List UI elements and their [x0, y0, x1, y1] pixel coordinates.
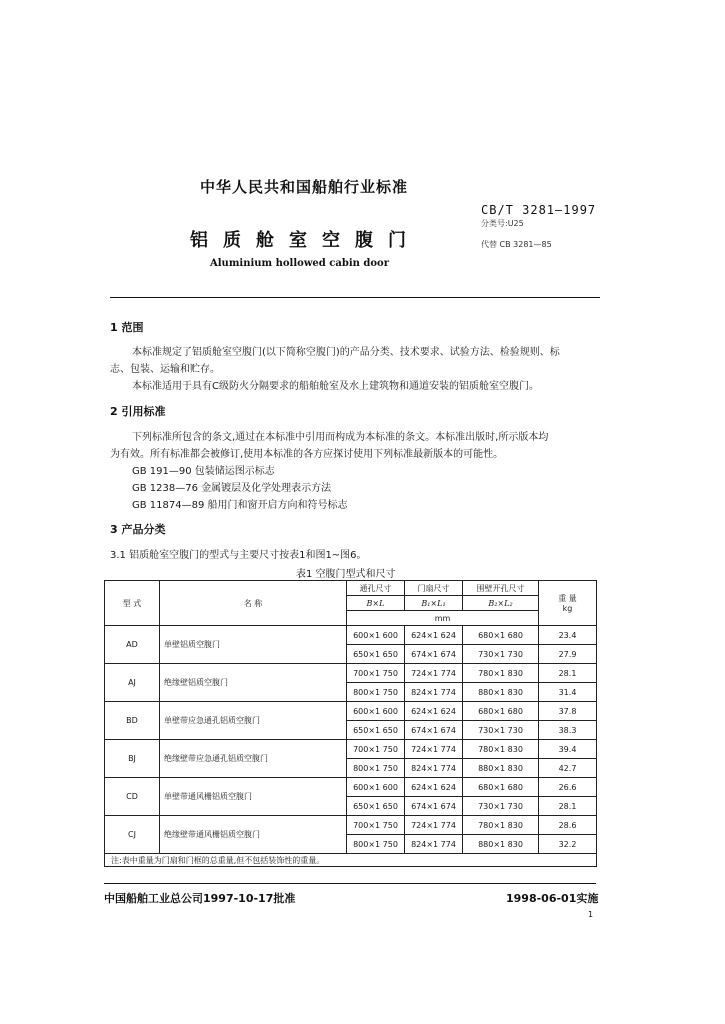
- cell-weight: 37.8: [539, 702, 597, 721]
- cell-weight: 28.1: [539, 797, 597, 816]
- cell-name: 单壁带通风栅铝质空腹门: [160, 778, 347, 816]
- standard-number: CB/T 3281—1997: [481, 203, 597, 217]
- table-row: [105, 664, 597, 683]
- table-header-row-1: [105, 581, 597, 596]
- footer-rule: [104, 883, 596, 884]
- cell-leaf: 824×1 774: [405, 759, 463, 778]
- cell-opening: 700×1 750: [347, 740, 405, 759]
- cell-type: CJ: [105, 816, 160, 854]
- table-row: [105, 626, 597, 645]
- cell-weight: 28.1: [539, 664, 597, 683]
- cell-bulkhead: 730×1 730: [463, 721, 539, 740]
- classification-number: 分类号:U25: [481, 219, 524, 228]
- spec-table: [104, 580, 597, 867]
- cell-opening: 600×1 600: [347, 626, 405, 645]
- cell-bulkhead: 680×1 680: [463, 626, 539, 645]
- cell-name: 绝缘壁带通风栅铝质空腹门: [160, 816, 347, 854]
- table-row: [105, 702, 597, 721]
- cell-opening: 650×1 650: [347, 797, 405, 816]
- cell-weight: 28.6: [539, 816, 597, 835]
- cell-bulkhead: 780×1 830: [463, 816, 539, 835]
- approval-line: 中国船舶工业总公司1997-10-17批准: [104, 892, 296, 905]
- section-1-para-2: 志、包装、运输和贮存。: [110, 364, 220, 375]
- header-unit-mm: mm: [347, 611, 539, 626]
- header-type: 型 式: [105, 581, 160, 626]
- cell-name: 绝缘壁带应急通孔铝质空腹门: [160, 740, 347, 778]
- cell-name: 单壁带应急通孔铝质空腹门: [160, 702, 347, 740]
- cell-leaf: 674×1 674: [405, 721, 463, 740]
- cell-weight: 39.4: [539, 740, 597, 759]
- header-rule: [110, 297, 600, 298]
- section-1-para-1: 本标准规定了铝质舱室空腹门(以下简称空腹门)的产品分类、技术要求、试验方法、检验规则、标: [132, 347, 560, 358]
- cell-opening: 800×1 750: [347, 759, 405, 778]
- cell-leaf: 724×1 774: [405, 664, 463, 683]
- cell-opening: 600×1 600: [347, 702, 405, 721]
- header-opening-symbol: B×L: [347, 596, 405, 611]
- cell-bulkhead: 880×1 830: [463, 683, 539, 702]
- reference-gb1238: GB 1238—76 金属镀层及化学处理表示方法: [132, 483, 332, 494]
- table-row: [105, 740, 597, 759]
- cell-opening: 600×1 600: [347, 778, 405, 797]
- cell-bulkhead: 780×1 830: [463, 664, 539, 683]
- cell-weight: 26.6: [539, 778, 597, 797]
- cell-leaf: 824×1 774: [405, 835, 463, 854]
- replaces-standard: 代替 CB 3281—85: [481, 240, 552, 249]
- cell-leaf: 724×1 774: [405, 816, 463, 835]
- header-weight-label: 重 量: [558, 594, 577, 603]
- cell-bulkhead: 680×1 680: [463, 778, 539, 797]
- table-body: [105, 626, 597, 854]
- cell-bulkhead: 730×1 730: [463, 797, 539, 816]
- header-leaf: 门扇尺寸: [405, 581, 463, 596]
- cell-weight: 31.4: [539, 683, 597, 702]
- cell-opening: 800×1 750: [347, 683, 405, 702]
- doc-title: 铝质舱室空腹门: [190, 230, 421, 251]
- cell-bulkhead: 730×1 730: [463, 645, 539, 664]
- section-1-para-3: 本标准适用于具有C级防火分隔要求的船舶舱室及水上建筑物和通道安装的铝质舱室空腹门。: [132, 381, 539, 392]
- table-row: [105, 778, 597, 797]
- cell-type: AJ: [105, 664, 160, 702]
- section-2-para-2: 为有效。所有标准都会被修订,使用本标准的各方应探讨使用下列标准最新版本的可能性。: [110, 449, 504, 460]
- table-note: 注:表中重量为门扇和门框的总重量,但不包括装饰性的重量。: [105, 854, 597, 867]
- cell-opening: 650×1 650: [347, 721, 405, 740]
- cell-type: BJ: [105, 740, 160, 778]
- header-weight-unit: kg: [562, 604, 573, 613]
- header-bulkhead-symbol: B₂×L₂: [463, 596, 539, 611]
- header-bulkhead: 围壁开孔尺寸: [463, 581, 539, 596]
- reference-gb11874: GB 11874—89 船用门和窗开启方向和符号标志: [132, 500, 348, 511]
- page-number: 1: [588, 910, 594, 919]
- cell-leaf: 674×1 674: [405, 797, 463, 816]
- section-3-heading: 3 产品分类: [110, 523, 166, 536]
- cell-name: 单壁铝质空腹门: [160, 626, 347, 664]
- english-title: Aluminium hollowed cabin door: [210, 258, 389, 269]
- cell-bulkhead: 880×1 830: [463, 835, 539, 854]
- table-caption: 表1 空腹门型式和尺寸: [296, 569, 396, 580]
- cell-weight: 23.4: [539, 626, 597, 645]
- table-note-row: [105, 854, 597, 867]
- cell-weight: 32.2: [539, 835, 597, 854]
- cell-opening: 700×1 750: [347, 664, 405, 683]
- header-opening: 通孔尺寸: [347, 581, 405, 596]
- cell-type: BD: [105, 702, 160, 740]
- header-weight: [539, 581, 597, 626]
- section-2-heading: 2 引用标准: [110, 405, 166, 418]
- cell-name: 绝缘壁铝质空腹门: [160, 664, 347, 702]
- cell-bulkhead: 880×1 830: [463, 759, 539, 778]
- table-row: [105, 816, 597, 835]
- section-1-heading: 1 范围: [110, 321, 144, 334]
- cell-leaf: 624×1 624: [405, 702, 463, 721]
- cell-opening: 700×1 750: [347, 816, 405, 835]
- cell-weight: 27.9: [539, 645, 597, 664]
- cell-type: CD: [105, 778, 160, 816]
- header-name: 名 称: [160, 581, 347, 626]
- cell-opening: 650×1 650: [347, 645, 405, 664]
- header-leaf-symbol: B₁×L₁: [405, 596, 463, 611]
- org-title: 中华人民共和国船舶行业标准: [200, 178, 409, 196]
- cell-leaf: 624×1 624: [405, 778, 463, 797]
- cell-weight: 38.3: [539, 721, 597, 740]
- cell-leaf: 674×1 674: [405, 645, 463, 664]
- cell-leaf: 824×1 774: [405, 683, 463, 702]
- cell-weight: 42.7: [539, 759, 597, 778]
- cell-leaf: 724×1 774: [405, 740, 463, 759]
- section-3-para-1: 3.1 铝质舱室空腹门的型式与主要尺寸按表1和图1~图6。: [110, 550, 367, 561]
- implementation-date: 1998-06-01实施: [506, 892, 599, 905]
- cell-bulkhead: 680×1 680: [463, 702, 539, 721]
- cell-bulkhead: 780×1 830: [463, 740, 539, 759]
- cell-leaf: 624×1 624: [405, 626, 463, 645]
- cell-type: AD: [105, 626, 160, 664]
- reference-gb191: GB 191—90 包装储运图示标志: [132, 466, 275, 477]
- cell-opening: 800×1 750: [347, 835, 405, 854]
- section-2-para-1: 下列标准所包含的条文,通过在本标准中引用而构成为本标准的条文。本标准出版时,所示版本均: [132, 432, 549, 443]
